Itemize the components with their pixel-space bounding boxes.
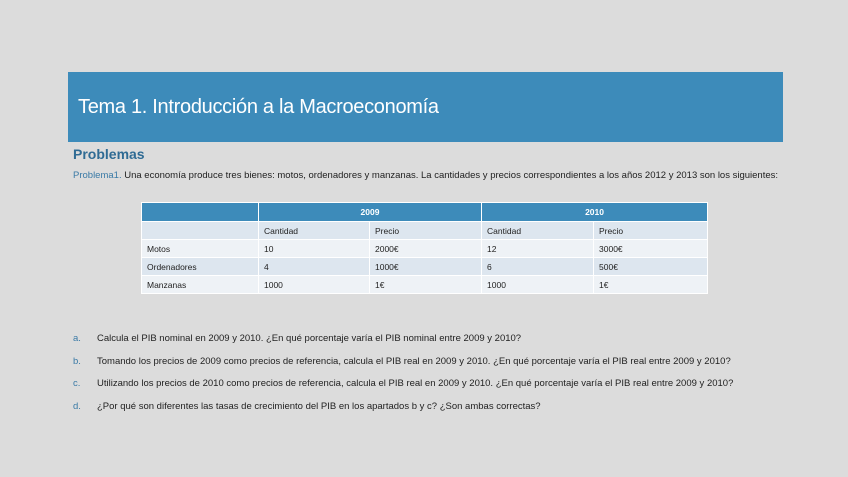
question-text: ¿Por qué son diferentes las tasas de crecimiento del PIB en los apartados b y c? ¿Son ambas correctas? xyxy=(97,400,541,412)
table-cell: 1€ xyxy=(594,276,708,294)
subheader-cell: Precio xyxy=(370,222,482,240)
question-letter: d. xyxy=(73,400,81,412)
year-header-row xyxy=(142,203,708,222)
table-cell: 6 xyxy=(482,258,594,276)
problem-statement xyxy=(73,171,783,182)
table-cell: 2000€ xyxy=(370,240,482,258)
question-item xyxy=(73,379,773,390)
table-cell: 1000 xyxy=(259,276,370,294)
year-header-2010: 2010 xyxy=(482,203,708,222)
table-cell: 1000 xyxy=(482,276,594,294)
subheader-cell: Precio xyxy=(594,222,708,240)
question-item xyxy=(73,334,773,345)
table-row xyxy=(142,258,708,276)
header-empty-cell xyxy=(142,203,259,222)
table-row xyxy=(142,240,708,258)
question-letter: b. xyxy=(73,355,81,367)
row-label: Ordenadores xyxy=(142,258,259,276)
row-label: Motos xyxy=(142,240,259,258)
question-list xyxy=(73,334,773,424)
problem-text: Una economía produce tres bienes: motos, ordenadores y manzanas. La cantidades y precios correspondientes a los años 2012 y 2013 son los siguientes: xyxy=(124,170,779,181)
table-cell: 1000€ xyxy=(370,258,482,276)
table-cell: 500€ xyxy=(594,258,708,276)
table-cell: 1€ xyxy=(370,276,482,294)
table-row xyxy=(142,276,708,294)
problem-label: Problema1. xyxy=(73,170,122,181)
table-cell: 12 xyxy=(482,240,594,258)
subheader-cell: Cantidad xyxy=(482,222,594,240)
subheader-row xyxy=(142,222,708,240)
question-text: Calcula el PIB nominal en 2009 y 2010. ¿En qué porcentaje varía el PIB nominal entre 2009 y 2010? xyxy=(97,333,522,344)
title-banner xyxy=(68,72,783,142)
data-table xyxy=(141,202,708,294)
question-letter: c. xyxy=(73,378,81,389)
table-cell: 4 xyxy=(259,258,370,276)
table-cell: 3000€ xyxy=(594,240,708,258)
row-label: Manzanas xyxy=(142,276,259,294)
slide-title: Tema 1. Introducción a la Macroeconomía xyxy=(78,96,439,118)
question-text: Tomando los precios de 2009 como precios de referencia, calcula el PIB real en 2009 y 2010. ¿En qué porcentaje varía el PIB real entre 2009 y 2010? xyxy=(97,355,731,367)
year-header-2009: 2009 xyxy=(259,203,482,222)
question-text: Utilizando los precios de 2010 como precios de referencia, calcula el PIB real en 2009 y 2010. ¿En qué porcentaje varía el PIB real entre 2009 y 2010? xyxy=(97,378,734,389)
question-letter: a. xyxy=(73,333,81,344)
question-item xyxy=(73,402,773,413)
subheader-cell: Cantidad xyxy=(259,222,370,240)
section-heading: Problemas xyxy=(73,146,145,162)
question-item xyxy=(73,357,773,368)
subheader-empty-cell xyxy=(142,222,259,240)
table-cell: 10 xyxy=(259,240,370,258)
